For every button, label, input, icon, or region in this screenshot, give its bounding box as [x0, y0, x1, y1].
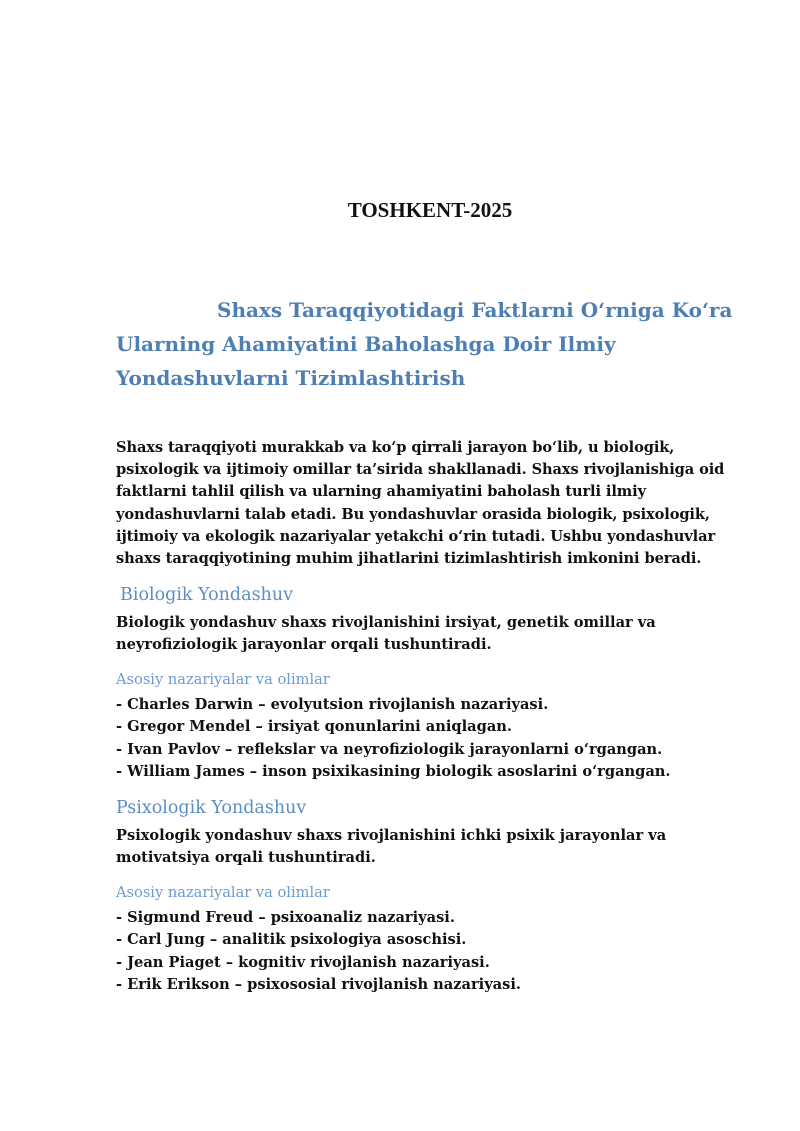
list-item: - William James – inson psixikasining biologik asoslarini o‘rgangan.: [116, 763, 671, 781]
scientist-list-psixologik: [116, 907, 746, 997]
section-heading-biologik: Biologik Yondashuv: [120, 585, 293, 605]
list-item: - Gregor Mendel – irsiyat qonunlarini aniqlagan.: [116, 718, 512, 736]
section-heading-psixologik: Psixologik Yondashuv: [116, 798, 307, 818]
subheading-psixologik-theories: Asosiy nazariyalar va olimlar: [116, 884, 330, 901]
section-paragraph-psixologik: Psixologik yondashuv shaxs rivojlanishini ichki psixik jarayonlar va motivatsiya orqali tushuntiradi.: [116, 827, 667, 867]
scientist-list-biologik: [116, 694, 746, 784]
list-item: - Erik Erikson – psixososial rivojlanish nazariyasi.: [116, 976, 521, 994]
list-item: - Carl Jung – analitik psixologiya asoschisi.: [116, 931, 467, 949]
city-year-heading: TOSHKENT-2025: [347, 198, 513, 222]
title-line-3: Yondashuvlarni Tizimlashtirish: [116, 366, 466, 390]
list-item: - Sigmund Freud – psixoanaliz nazariyasi.: [116, 909, 455, 926]
list-item: - Ivan Pavlov – reflekslar va neyrofiziologik jarayonlarni o‘rgangan.: [116, 740, 663, 758]
title-line-1: Shaxs Taraqqiyotidagi Faktlarni O‘rniga Ko‘ra: [217, 298, 733, 322]
subheading-biologik-theories: Asosiy nazariyalar va olimlar: [116, 671, 330, 688]
document-title: [116, 293, 756, 395]
list-item: - Charles Darwin – evolyutsion rivojlanish nazariyasi.: [116, 696, 549, 713]
intro-paragraph: Shaxs taraqqiyoti murakkab va ko‘p qirrali jarayon bo‘lib, u biologik, psixologik va ijtimoiy omillar ta’sirida shakllanadi. Shaxs rivojlanishiga oid faktlarni tahlil qilish va ularning ahamiyatini baholash turli ilmiy yondashuvlarni talab etadi. Bu yondashuvlar orasida biologik, psixologik, ijtimoiy va ekologik nazariyalar yetakchi o‘rin tutadi. Ushbu yondashuvlar shaxs taraqqiyotining muhim jihatlarini tizimlashtirish imkonini beradi.: [116, 439, 725, 568]
list-item: - Jean Piaget – kognitiv rivojlanish nazariyasi.: [116, 953, 490, 971]
section-paragraph-biologik: Biologik yondashuv shaxs rivojlanishini irsiyat, genetik omillar va neyrofiziologik jarayonlar orqali tushuntiradi.: [116, 614, 656, 654]
title-line-2: Ularning Ahamiyatini Baholashga Doir Ilmiy: [116, 332, 616, 356]
